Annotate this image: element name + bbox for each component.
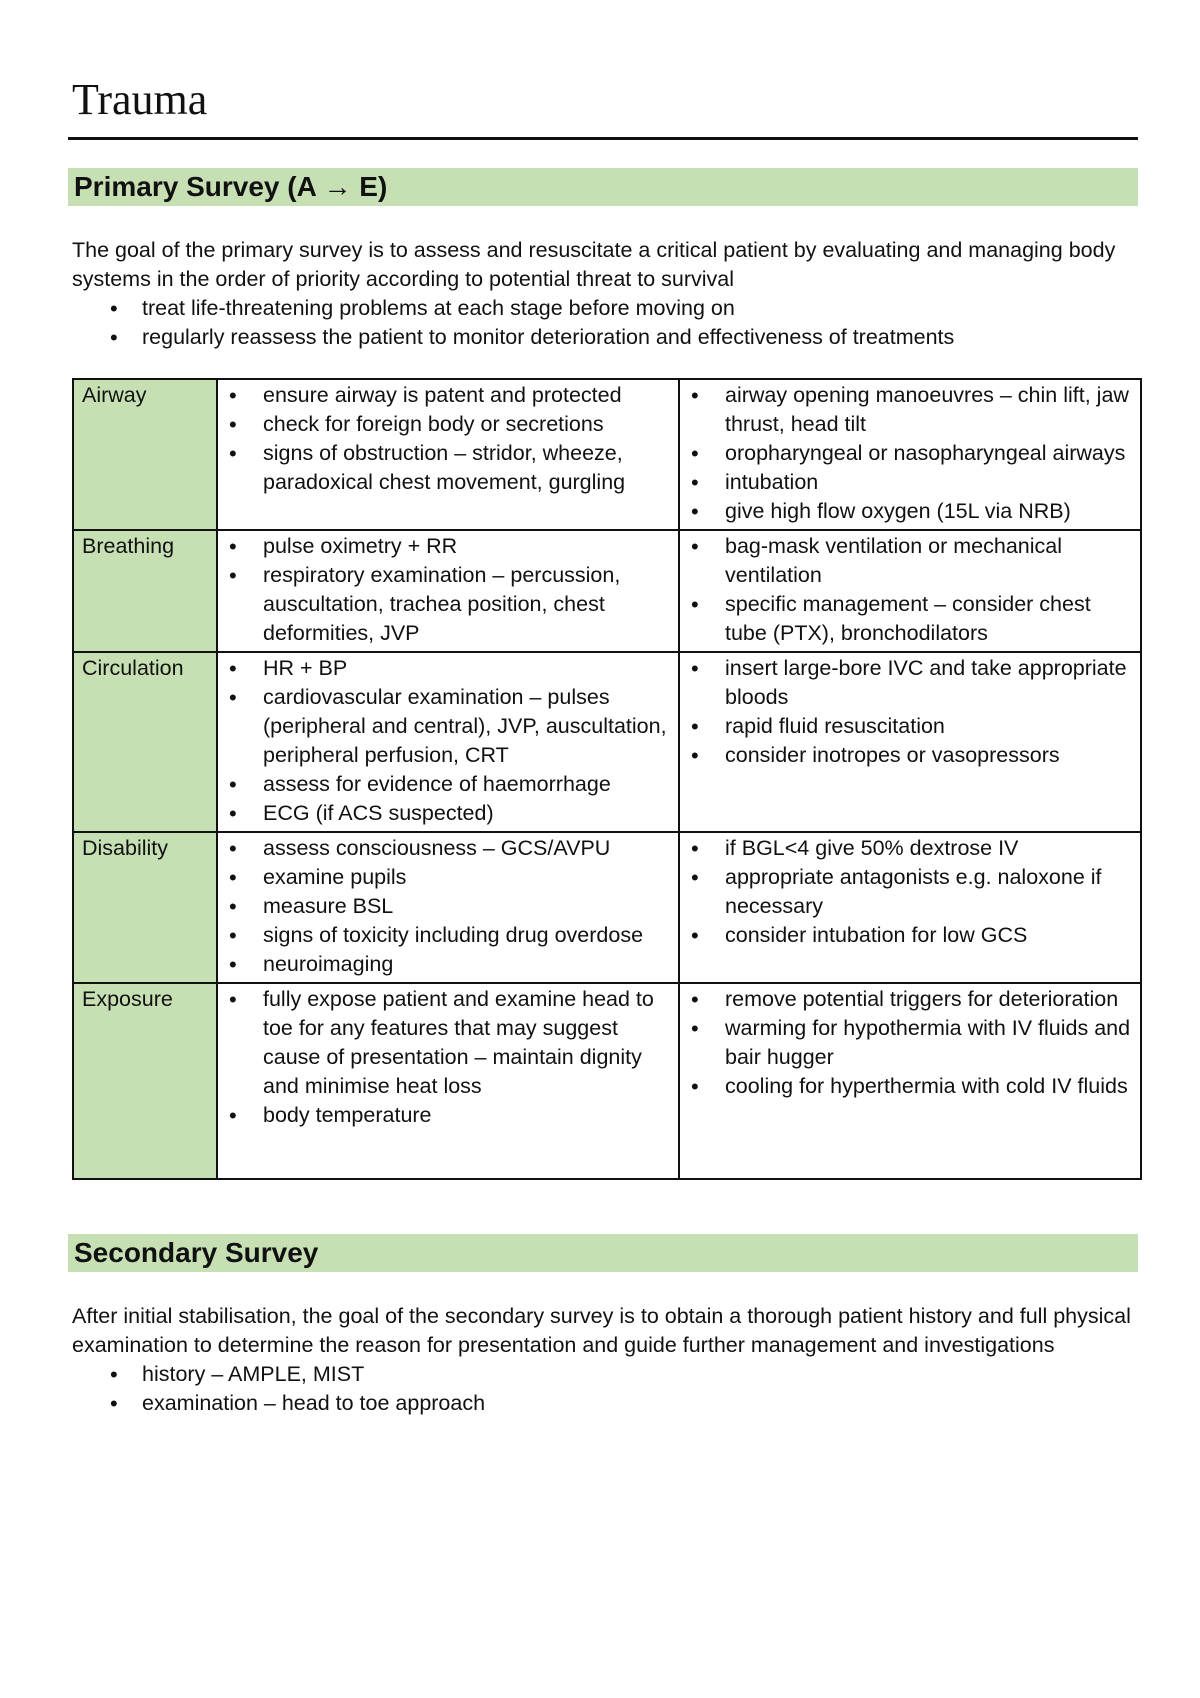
table-row-airway [73,379,1141,530]
list-item: • HR + BP [226,654,672,683]
list-item: • bag-mask ventilation or mechanical ventilation [688,532,1134,590]
management-cell [679,379,1141,530]
management-cell [679,983,1141,1179]
list-item: • examination – head to toe approach [68,1389,1138,1418]
table-row-disability [73,832,1141,983]
management-cell [679,652,1141,832]
list-item: • rapid fluid resuscitation [688,712,1134,741]
secondary-survey-intro: After initial stabilisation, the goal of the secondary survey is to obtain a thorough patient history and full physical examination to determine the reason for presentation and guide further management and investigations [72,1303,1131,1357]
table-row-circulation [73,652,1141,832]
list-item: • appropriate antagonists e.g. naloxone if necessary [688,863,1134,921]
page-title: Trauma [72,75,208,124]
secondary-survey-heading: Secondary Survey [68,1234,1138,1272]
system-label: Circulation [73,652,217,832]
list-item: • examine pupils [226,863,672,892]
list-item: • consider intubation for low GCS [688,921,1134,950]
list-item: • insert large-bore IVC and take appropriate bloods [688,654,1134,712]
list-item: • specific management – consider chest tube (PTX), bronchodilators [688,590,1134,648]
system-label: Exposure [73,983,217,1179]
list-item: • pulse oximetry + RR [226,532,672,561]
list-item: • history – AMPLE, MIST [68,1360,1138,1389]
list-item: • signs of obstruction – stridor, wheeze, paradoxical chest movement, gurgling [226,439,672,497]
assessment-cell [217,832,679,983]
list-item: • give high flow oxygen (15L via NRB) [688,497,1134,526]
list-item: • fully expose patient and examine head to toe for any features that may suggest cause of presentation – maintain dignity and minimise heat loss [226,985,672,1101]
abcde-table [72,378,1142,1180]
system-label: Airway [73,379,217,530]
assessment-cell [217,983,679,1179]
list-item: • ensure airway is patent and protected [226,381,672,410]
assessment-cell [217,652,679,832]
primary-survey-bullets [68,294,1138,352]
title-divider [68,137,1138,140]
list-item: • body temperature [226,1101,672,1130]
list-item: • airway opening manoeuvres – chin lift, jaw thrust, head tilt [688,381,1134,439]
list-item: • ECG (if ACS suspected) [226,799,672,828]
list-item: • signs of toxicity including drug overdose [226,921,672,950]
list-item: • respiratory examination – percussion, auscultation, trachea position, chest deformities, JVP [226,561,672,648]
management-cell [679,530,1141,652]
list-item: • consider inotropes or vasopressors [688,741,1134,770]
list-item: • cooling for hyperthermia with cold IV fluids [688,1072,1134,1101]
list-item: • check for foreign body or secretions [226,410,672,439]
document-page [68,74,1138,1418]
list-item: • assess consciousness – GCS/AVPU [226,834,672,863]
assessment-cell [217,379,679,530]
system-label: Breathing [73,530,217,652]
assessment-cell [217,530,679,652]
list-item: • warming for hypothermia with IV fluids and bair hugger [688,1014,1134,1072]
list-item: • regularly reassess the patient to monitor deterioration and effectiveness of treatments [68,323,1138,352]
list-item: • treat life-threatening problems at each stage before moving on [68,294,1138,323]
list-item: • if BGL<4 give 50% dextrose IV [688,834,1134,863]
list-item: • cardiovascular examination – pulses (peripheral and central), JVP, auscultation, peripheral perfusion, CRT [226,683,672,770]
list-item: • measure BSL [226,892,672,921]
secondary-survey-bullets [68,1360,1138,1418]
list-item: • neuroimaging [226,950,672,979]
primary-survey-intro: The goal of the primary survey is to assess and resuscitate a critical patient by evaluating and managing body systems in the order of priority according to potential threat to survival [72,237,1116,291]
table-row-exposure [73,983,1141,1179]
primary-survey-heading: Primary Survey (A → E) [68,168,1138,206]
list-item: • oropharyngeal or nasopharyngeal airways [688,439,1134,468]
list-item: • intubation [688,468,1134,497]
list-item: • assess for evidence of haemorrhage [226,770,672,799]
table-row-breathing [73,530,1141,652]
system-label: Disability [73,832,217,983]
management-cell [679,832,1141,983]
list-item: • remove potential triggers for deterioration [688,985,1134,1014]
